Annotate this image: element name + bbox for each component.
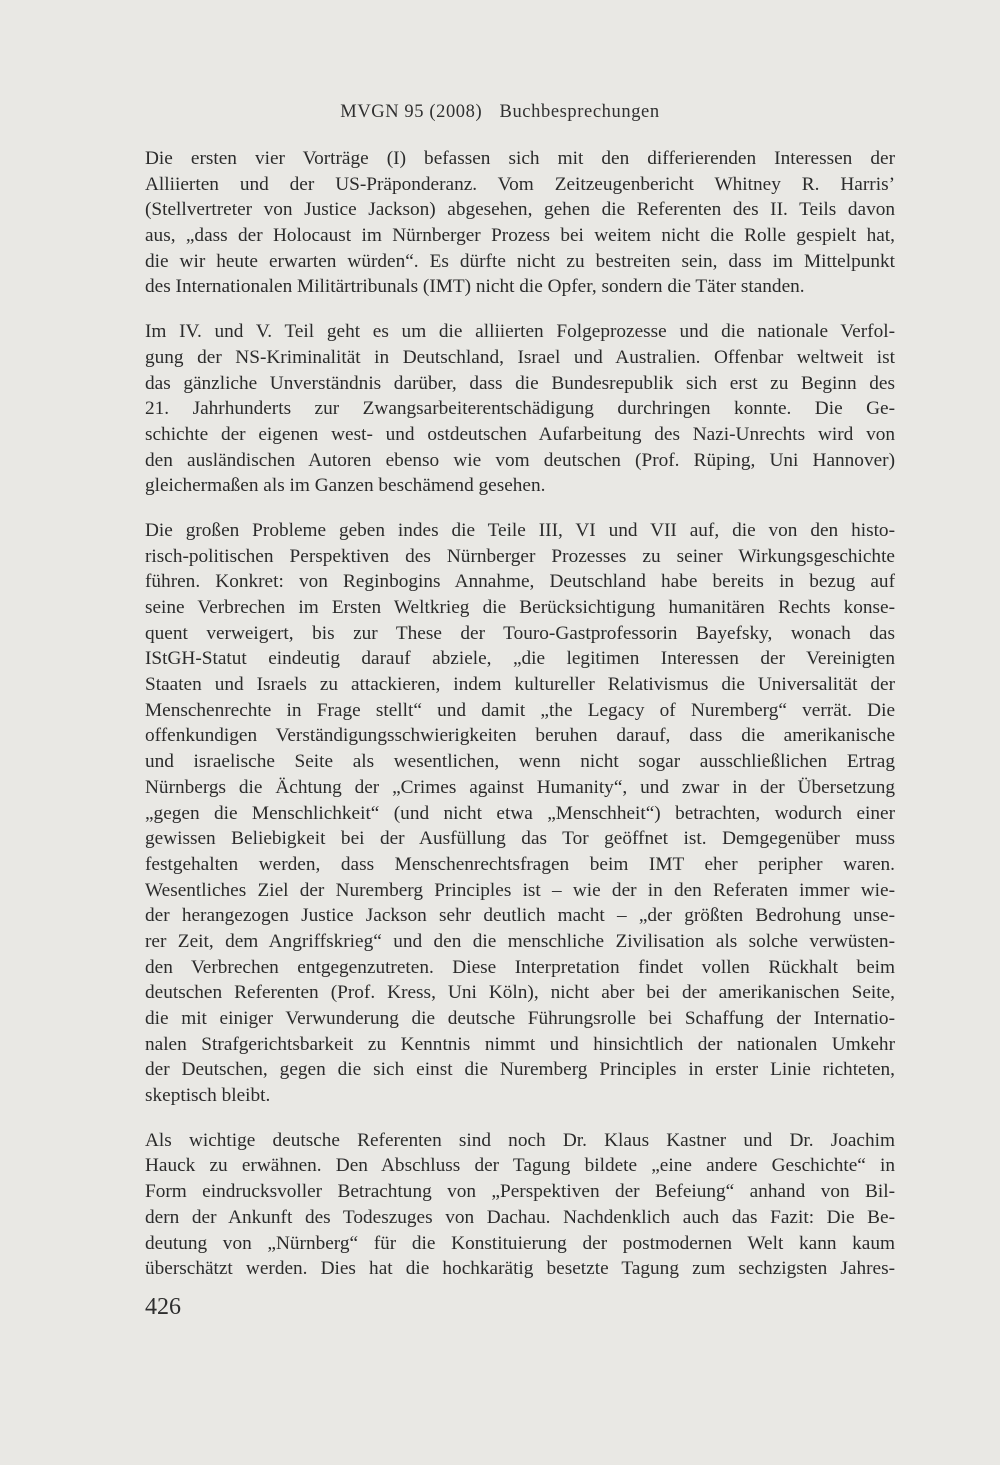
text-line: schichte der eigenen west- und ostdeutschen Aufarbeitung des Nazi-Unrechts wird von bbox=[145, 423, 895, 445]
text-line: führen. Konkret: von Reginbogins Annahme, Deutschland habe bereits in bezug auf bbox=[145, 571, 895, 593]
text-line: deutung von „Nürnberg“ für die Konstituierung der postmodernen Welt kann kaum bbox=[145, 1232, 895, 1254]
paragraph bbox=[145, 146, 895, 300]
paragraph bbox=[145, 518, 895, 1109]
text-line: das gänzliche Unverständnis darüber, dass die Bundesrepublik sich erst zu Beginn des bbox=[145, 372, 895, 394]
text-line: die mit einiger Verwunderung die deutsche Führungsrolle bei Schaffung der Internatio- bbox=[145, 1008, 895, 1029]
text-line: Im IV. und V. Teil geht es um die alliierten Folgeprozesse und die nationale Verfol- bbox=[145, 321, 895, 343]
text-line: dern der Ankunft des Todeszuges von Dachau. Nachdenklich auch das Fazit: Die Be- bbox=[145, 1206, 895, 1228]
running-head bbox=[0, 102, 1000, 123]
running-head-section: Buchbesprechungen bbox=[499, 102, 660, 122]
text-line: Alliierten und der US-Präponderanz. Vom Zeitzeugenbericht Whitney R. Harris’ bbox=[145, 173, 895, 195]
text-line: risch-politischen Perspektiven des Nürnberger Prozesses zu seiner Wirkungsgeschichte bbox=[145, 545, 895, 567]
text-line: überschätzt werden. Dies hat die hochkarätig besetzte Tagung zum sechzigsten Jahres- bbox=[145, 1258, 895, 1280]
text-line: die wir heute erwarten würden“. Es dürfte nicht zu bestreiten sein, dass im Mittelpunkt bbox=[145, 250, 895, 272]
text-line: Staaten und Israels zu attackieren, indem kultureller Relativismus die Universalität der bbox=[145, 674, 895, 696]
text-line: nalen Strafgerichtsbarkeit zu Kenntnis nimmt und hinsichtlich der nationalen Umkehr bbox=[145, 1033, 895, 1055]
text-line: 21. Jahrhunderts zur Zwangsarbeiterentschädigung durchringen konnte. Die Ge- bbox=[145, 398, 895, 420]
running-head-journal: MVGN 95 (2008) bbox=[340, 102, 483, 122]
text-line: festgehalten werden, dass Menschenrechtsfragen beim IMT eher peripher waren. bbox=[145, 853, 895, 875]
text-line: des Internationalen Militärtribunals (IMT) nicht die Opfer, sondern die Täter standen. bbox=[145, 276, 805, 298]
text-line: aus, „dass der Holocaust im Nürnberger Prozess bei weitem nicht die Rolle gespielt hat, bbox=[145, 225, 895, 247]
text-line: Die großen Probleme geben indes die Teile III, VI und VII auf, die von den histo- bbox=[145, 519, 895, 541]
text-line: Wesentliches Ziel der Nuremberg Principles ist – wie der in den Referaten immer wie- bbox=[145, 879, 895, 901]
text-line: Die ersten vier Vorträge (I) befassen sich mit den differierenden Interessen der bbox=[145, 148, 895, 169]
paragraph bbox=[145, 319, 895, 499]
text-line: Hauck zu erwähnen. Den Abschluss der Tagung bildete „eine andere Geschichte“ in bbox=[145, 1155, 895, 1177]
text-line: den Verbrechen entgegenzutreten. Diese Interpretation findet vollen Rückhalt beim bbox=[145, 956, 895, 978]
text-line: und israelische Seite als wesentlichen, wenn nicht sogar ausschließlichen Ertrag bbox=[145, 751, 895, 773]
text-line: quent verweigert, bis zur These der Touro-Gastprofessorin Bayefsky, wonach das bbox=[145, 622, 895, 644]
text-line: gewissen Beliebigkeit bei der Ausfüllung das Tor geöffnet ist. Demgegenüber muss bbox=[145, 828, 895, 850]
text-line: „gegen die Menschlichkeit“ (und nicht etwa „Menschheit“) betrachten, wodurch einer bbox=[145, 802, 895, 824]
text-line: Menschenrechte in Frage stellt“ und damit „the Legacy of Nuremberg“ verrät. Die bbox=[145, 699, 895, 721]
text-line: Als wichtige deutsche Referenten sind noch Dr. Klaus Kastner und Dr. Joachim bbox=[145, 1129, 895, 1151]
text-line: offenkundigen Verständigungsschwierigkeiten beruhen darauf, dass die amerikanische bbox=[145, 725, 895, 747]
paragraph bbox=[145, 1128, 895, 1282]
text-line: der herangezogen Justice Jackson sehr deutlich macht – „der größten Bedrohung unse- bbox=[145, 905, 895, 927]
text-line: den ausländischen Autoren ebenso wie vom deutschen (Prof. Rüping, Uni Hannover) bbox=[145, 449, 895, 471]
text-line: IStGH-Statut eindeutig darauf abziele, „die legitimen Interessen der Vereinigten bbox=[145, 648, 895, 670]
text-line: (Stellvertreter von Justice Jackson) abgesehen, gehen die Referenten des II. Teils davon bbox=[145, 199, 895, 221]
text-line: seine Verbrechen im Ersten Weltkrieg die Berücksichtigung humanitären Rechts konse- bbox=[145, 597, 895, 618]
text-line: gleichermaßen als im Ganzen beschämend gesehen. bbox=[145, 475, 546, 497]
page-number: 426 bbox=[145, 1294, 181, 1320]
body-text bbox=[145, 146, 895, 1301]
text-line: der Deutschen, gegen die sich einst die Nuremberg Principles in erster Linie richteten, bbox=[145, 1059, 895, 1081]
text-line: Nürnbergs die Ächtung der „Crimes against Humanity“, und zwar in der Übersetzung bbox=[145, 776, 895, 798]
text-line: skeptisch bleibt. bbox=[145, 1085, 271, 1107]
text-line: deutschen Referenten (Prof. Kress, Uni Köln), nicht aber bei der amerikanischen Seite, bbox=[145, 982, 895, 1004]
text-line: rer Zeit, dem Angriffskrieg“ und den die menschliche Zivilisation als solche verwüsten- bbox=[145, 930, 895, 952]
text-line: gung der NS-Kriminalität in Deutschland, Israel und Australien. Offenbar weltweit ist bbox=[145, 346, 895, 368]
text-line: Form eindrucksvoller Betrachtung von „Perspektiven der Befeiung“ anhand von Bil- bbox=[145, 1181, 895, 1203]
